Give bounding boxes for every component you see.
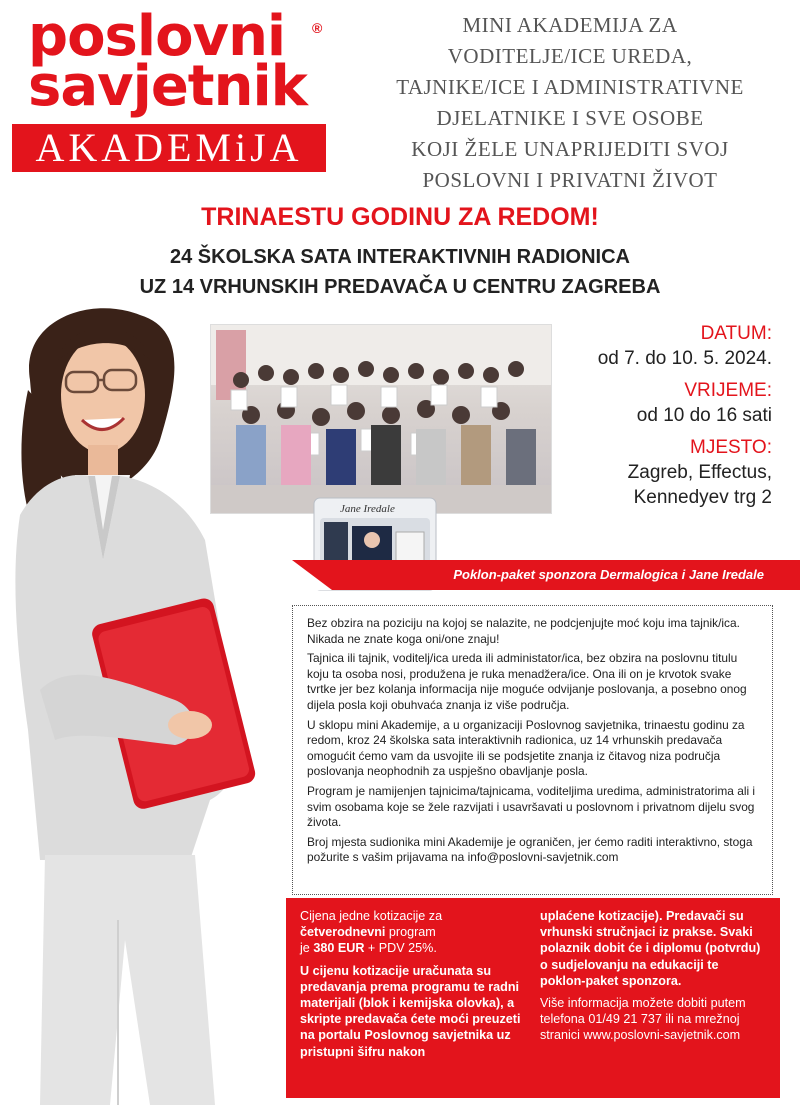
headline-sub-line: 24 ŠKOLSKA SATA INTERAKTIVNIH RADIONICA (169, 246, 631, 268)
registered-mark: ® (312, 20, 323, 36)
price-amount: 380 EUR (313, 941, 365, 956)
contact-info: Više informacija možete dobiti putem telefona 01/49 21 737 ili na mrežnoj stranici www.poslovni-savjetnik.com (540, 996, 746, 1043)
price-includes: U cijenu kotizacije uračunata su predavanja prema programu te radni materijali (blok i kemijska olovka), a skripte predavača ćete moći preuzeti na portalu Poslovnog savjetnika uz pristupni šifru nakon (300, 963, 521, 1059)
headline-sub (0, 242, 800, 302)
intro-line: KOJI ŽELE UNAPRIJEDITI SVOJ (411, 137, 729, 161)
gift-bag-text: Jane Iredale (340, 503, 395, 515)
logo-line-1: poslovni (28, 4, 286, 69)
price-box (286, 898, 780, 1098)
place-value-line: Zagreb, Effectus, (627, 462, 772, 483)
description-paragraph: Broj mjesta sudionika mini Akademije je ograničen, jer ćemo raditi interaktivno, stoga požurite s vašim prijavama na info@poslovni-savjetnik.com (307, 834, 753, 865)
price-text: program (385, 925, 436, 940)
event-info (560, 322, 772, 510)
date-label: DATUM: (700, 323, 772, 344)
logo-line-2: savjetnik (28, 54, 307, 119)
intro-line: VODITELJE/ICE UREDA, (447, 44, 693, 68)
banner-fold (292, 560, 332, 590)
place-label: MJESTO: (690, 437, 772, 458)
price-lecturers: uplaćene kotizacije). Predavači su vrhunski stručnjaci iz prakse. Svaki polaznik dobit će i diplomu (potvrdu) o sudjelovanju na edukaciji te poklon-paket sponzora. (540, 909, 761, 988)
time-value: od 10 do 16 sati (636, 405, 772, 426)
intro-line: MINI AKADEMIJA ZA (462, 13, 678, 37)
description-paragraph: U sklopu mini Akademije, a u organizaciji Poslovnog savjetnika, trinaestu godinu za redom, kroz 24 školska sata interaktivnih radionica, uz 14 vrhunskih predavača omogućit ćemo vam da usvojite ili se podsjetite znanja iz čitavog niza područja poslovanja neophodnih za uspješno obavljanje posla. (307, 717, 745, 779)
headline-main: TRINAESTU GODINU ZA REDOM! (201, 203, 599, 231)
price-column-left (300, 908, 524, 1066)
price-text: Cijena jedne kotizacije za (300, 909, 443, 923)
description-paragraph: Tajnica ili tajnik, voditelj/ica ureda ili administator/ica, bez obzira na poslovnu titulu koju ta osoba nosi, produžena je ruka menadžera/ice. Ona ili on je krvotok svake tvrtke jer bez kolanja informacija nije moguće odvijanje poslovanja, a posebno onog dijela posla koji obuhvaća znanja iz više područja. (307, 651, 747, 712)
group-photo (210, 324, 552, 514)
description-paragraph: Program je namijenjen tajnicima/tajnicama, voditeljima uredima, administratorima ali i svim osobama koje se žele razvijati i usavršavati u poslovnom i privatnom dijelu svog života. (307, 783, 756, 830)
intro-line: POSLOVNI I PRIVATNI ŽIVOT (422, 168, 718, 192)
place-value-line: Kennedyev trg 2 (633, 487, 772, 508)
description-box (292, 605, 773, 895)
date-value: od 7. do 10. 5. 2024. (597, 348, 772, 369)
brand-logo (28, 4, 328, 119)
intro-line: DJELATNIKE I SVE OSOBE (436, 106, 704, 130)
description-paragraph: Bez obzira na poziciju na kojoj se nalazite, ne podcjenjujte moć koju ima tajnik/ica. Nikada ne znate koga oni/one znaju! (307, 616, 740, 646)
price-paragraph (300, 908, 524, 957)
time-label: VRIJEME: (684, 380, 772, 401)
akademija-bar: AKADEMiJA (12, 124, 326, 172)
intro-line: TAJNIKE/ICE I ADMINISTRATIVNE (396, 75, 744, 99)
intro-heading (350, 10, 790, 196)
sponsor-banner: Poklon-paket sponzora Dermalogica i Jane Iredale (292, 560, 800, 590)
headline-sub-line: UZ 14 VRHUNSKIH PREDAVAČA U CENTRU ZAGREBA (139, 276, 661, 298)
price-duration: četverodnevni (300, 925, 386, 940)
price-text: je (300, 941, 314, 956)
price-tax: + PDV 25%. (364, 941, 437, 956)
price-column-right (540, 908, 764, 1050)
